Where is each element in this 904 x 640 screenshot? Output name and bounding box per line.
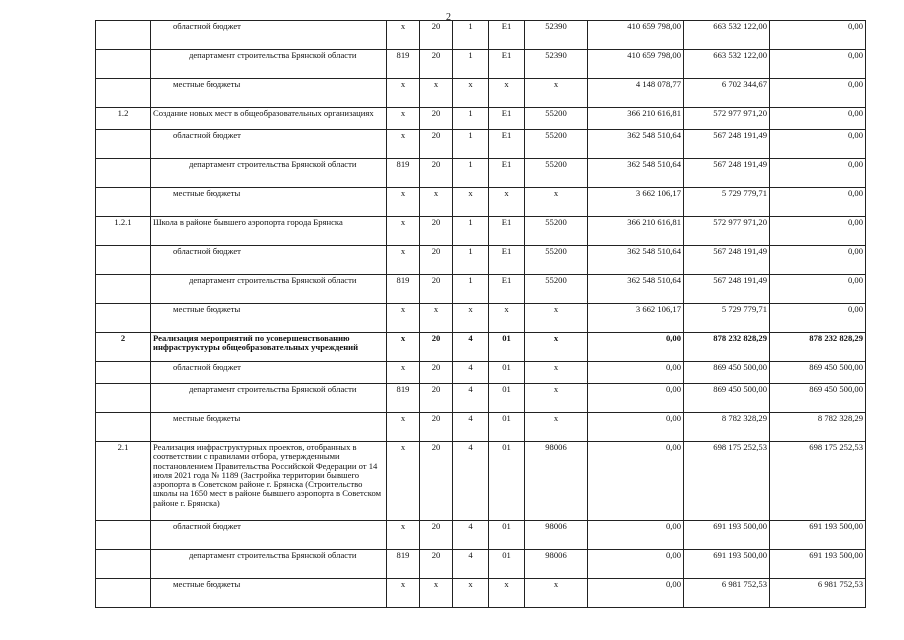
code-cell-1: х: [387, 333, 420, 362]
table-row: [96, 79, 866, 108]
code-cell-4: Е1: [489, 275, 525, 304]
code-cell-1: 819: [387, 384, 420, 413]
code-cell-4: Е1: [489, 130, 525, 159]
code-cell-5: х: [525, 362, 588, 384]
table-row: [96, 362, 866, 384]
amount-cell-3: 0,00: [770, 188, 866, 217]
amount-cell-1: 0,00: [588, 442, 684, 521]
amount-cell-3: 0,00: [770, 217, 866, 246]
amount-cell-3: 0,00: [770, 108, 866, 130]
amount-cell-3: 8 782 328,29: [770, 413, 866, 442]
code-cell-2: 20: [420, 246, 453, 275]
amount-cell-2: 691 193 500,00: [684, 550, 770, 579]
code-cell-2: х: [420, 304, 453, 333]
code-cell-2: 20: [420, 130, 453, 159]
table-body: [96, 21, 866, 608]
amount-cell-2: 567 248 191,49: [684, 246, 770, 275]
code-cell-2: х: [420, 579, 453, 608]
amount-cell-3: 0,00: [770, 21, 866, 50]
row-number-cell: [96, 521, 151, 550]
code-cell-5: 55200: [525, 159, 588, 188]
code-cell-1: х: [387, 413, 420, 442]
table-row: [96, 275, 866, 304]
amount-cell-3: 0,00: [770, 304, 866, 333]
table-row: [96, 108, 866, 130]
row-name-cell: местные бюджеты: [151, 579, 387, 608]
amount-cell-3: 0,00: [770, 159, 866, 188]
amount-cell-3: 869 450 500,00: [770, 384, 866, 413]
row-name-cell: областной бюджет: [151, 521, 387, 550]
table-row: [96, 21, 866, 50]
amount-cell-2: 572 977 971,20: [684, 217, 770, 246]
code-cell-3: 1: [453, 246, 489, 275]
amount-cell-1: 362 548 510,64: [588, 130, 684, 159]
amount-cell-2: 567 248 191,49: [684, 130, 770, 159]
row-number-cell: 2.1: [96, 442, 151, 521]
code-cell-4: Е1: [489, 21, 525, 50]
row-name-cell: Школа в районе бывшего аэропорта города Брянска: [151, 217, 387, 246]
code-cell-4: Е1: [489, 50, 525, 79]
amount-cell-1: 0,00: [588, 579, 684, 608]
row-number-cell: [96, 130, 151, 159]
code-cell-2: 20: [420, 333, 453, 362]
code-cell-5: 52390: [525, 21, 588, 50]
row-name-cell: областной бюджет: [151, 130, 387, 159]
code-cell-2: 20: [420, 550, 453, 579]
code-cell-5: 55200: [525, 275, 588, 304]
table-row: [96, 159, 866, 188]
table-row: [96, 50, 866, 79]
code-cell-1: 819: [387, 275, 420, 304]
table-row: [96, 550, 866, 579]
row-number-cell: [96, 413, 151, 442]
amount-cell-1: 3 662 106,17: [588, 188, 684, 217]
code-cell-4: Е1: [489, 108, 525, 130]
row-name-cell: департамент строительства Брянской области: [151, 159, 387, 188]
code-cell-3: 4: [453, 362, 489, 384]
code-cell-4: 01: [489, 413, 525, 442]
amount-cell-1: 0,00: [588, 333, 684, 362]
amount-cell-1: 366 210 616,81: [588, 108, 684, 130]
page-number: 2: [446, 12, 451, 23]
code-cell-5: 52390: [525, 50, 588, 79]
code-cell-1: х: [387, 246, 420, 275]
row-name-cell: местные бюджеты: [151, 304, 387, 333]
amount-cell-1: 362 548 510,64: [588, 159, 684, 188]
code-cell-3: х: [453, 579, 489, 608]
row-number-cell: [96, 579, 151, 608]
code-cell-2: 20: [420, 362, 453, 384]
code-cell-5: 55200: [525, 108, 588, 130]
amount-cell-1: 366 210 616,81: [588, 217, 684, 246]
table-row: [96, 384, 866, 413]
code-cell-1: х: [387, 521, 420, 550]
row-number-cell: 1.2: [96, 108, 151, 130]
amount-cell-2: 869 450 500,00: [684, 362, 770, 384]
code-cell-4: 01: [489, 521, 525, 550]
code-cell-1: 819: [387, 50, 420, 79]
code-cell-2: 20: [420, 50, 453, 79]
code-cell-3: 1: [453, 275, 489, 304]
row-number-cell: [96, 384, 151, 413]
code-cell-3: 4: [453, 550, 489, 579]
code-cell-5: 55200: [525, 217, 588, 246]
code-cell-4: х: [489, 304, 525, 333]
amount-cell-2: 663 532 122,00: [684, 50, 770, 79]
amount-cell-2: 5 729 779,71: [684, 304, 770, 333]
code-cell-1: х: [387, 79, 420, 108]
amount-cell-1: 410 659 798,00: [588, 50, 684, 79]
code-cell-4: 01: [489, 442, 525, 521]
code-cell-2: 20: [420, 217, 453, 246]
amount-cell-2: 869 450 500,00: [684, 384, 770, 413]
row-number-cell: 1.2.1: [96, 217, 151, 246]
table-row: [96, 188, 866, 217]
amount-cell-1: 0,00: [588, 384, 684, 413]
code-cell-2: 20: [420, 159, 453, 188]
code-cell-5: х: [525, 79, 588, 108]
amount-cell-3: 698 175 252,53: [770, 442, 866, 521]
amount-cell-2: 572 977 971,20: [684, 108, 770, 130]
code-cell-1: х: [387, 217, 420, 246]
code-cell-2: 20: [420, 521, 453, 550]
row-number-cell: [96, 21, 151, 50]
row-name-cell: Реализация мероприятий по усовершенствованию инфраструктуры общеобразовательных учреждений: [151, 333, 387, 362]
amount-cell-2: 567 248 191,49: [684, 275, 770, 304]
code-cell-1: х: [387, 362, 420, 384]
amount-cell-2: 698 175 252,53: [684, 442, 770, 521]
row-number-cell: [96, 188, 151, 217]
code-cell-3: х: [453, 188, 489, 217]
code-cell-1: х: [387, 579, 420, 608]
code-cell-4: 01: [489, 550, 525, 579]
row-number-cell: [96, 159, 151, 188]
row-number-cell: [96, 50, 151, 79]
row-number-cell: [96, 79, 151, 108]
code-cell-1: х: [387, 130, 420, 159]
budget-table: [95, 20, 866, 608]
table-row: [96, 217, 866, 246]
code-cell-1: 819: [387, 159, 420, 188]
code-cell-2: 20: [420, 275, 453, 304]
row-number-cell: [96, 304, 151, 333]
code-cell-4: 01: [489, 362, 525, 384]
code-cell-1: х: [387, 108, 420, 130]
amount-cell-2: 663 532 122,00: [684, 21, 770, 50]
amount-cell-2: 691 193 500,00: [684, 521, 770, 550]
row-name-cell: департамент строительства Брянской области: [151, 275, 387, 304]
code-cell-4: 01: [489, 333, 525, 362]
amount-cell-2: 567 248 191,49: [684, 159, 770, 188]
code-cell-3: 4: [453, 333, 489, 362]
amount-cell-3: 0,00: [770, 130, 866, 159]
code-cell-1: х: [387, 304, 420, 333]
amount-cell-2: 878 232 828,29: [684, 333, 770, 362]
amount-cell-3: 869 450 500,00: [770, 362, 866, 384]
code-cell-4: х: [489, 579, 525, 608]
code-cell-1: х: [387, 21, 420, 50]
code-cell-5: х: [525, 333, 588, 362]
code-cell-4: х: [489, 188, 525, 217]
table-row: [96, 333, 866, 362]
code-cell-5: х: [525, 188, 588, 217]
code-cell-3: 1: [453, 50, 489, 79]
row-name-cell: Реализация инфраструктурных проектов, отобранных в соответствии с правилами отбора, утвержденными постановлением Правительства Российской Федерации от 14 июля 2021 года № 1189 (Застройка территории бывшего аэропорта в Советском районе г. Брянска (Строительство школы на 1650 мест в районе бывшего аэропорта в Советском районе г. Брянска): [151, 442, 387, 521]
row-number-cell: [96, 246, 151, 275]
amount-cell-2: 8 782 328,29: [684, 413, 770, 442]
code-cell-3: х: [453, 79, 489, 108]
amount-cell-2: 6 702 344,67: [684, 79, 770, 108]
amount-cell-1: 0,00: [588, 362, 684, 384]
table-row: [96, 413, 866, 442]
code-cell-1: х: [387, 188, 420, 217]
amount-cell-1: 362 548 510,64: [588, 246, 684, 275]
amount-cell-3: 691 193 500,00: [770, 521, 866, 550]
row-name-cell: областной бюджет: [151, 246, 387, 275]
amount-cell-1: 4 148 078,77: [588, 79, 684, 108]
amount-cell-1: 0,00: [588, 521, 684, 550]
amount-cell-1: 410 659 798,00: [588, 21, 684, 50]
code-cell-5: 55200: [525, 130, 588, 159]
code-cell-3: 4: [453, 521, 489, 550]
row-name-cell: местные бюджеты: [151, 188, 387, 217]
code-cell-3: 1: [453, 21, 489, 50]
table-row: [96, 442, 866, 521]
code-cell-2: х: [420, 79, 453, 108]
code-cell-2: 20: [420, 384, 453, 413]
code-cell-5: 98006: [525, 442, 588, 521]
table-row: [96, 130, 866, 159]
amount-cell-3: 0,00: [770, 246, 866, 275]
row-name-cell: областной бюджет: [151, 21, 387, 50]
row-name-cell: департамент строительства Брянской области: [151, 384, 387, 413]
amount-cell-3: 691 193 500,00: [770, 550, 866, 579]
code-cell-5: х: [525, 413, 588, 442]
row-number-cell: [96, 550, 151, 579]
amount-cell-1: 0,00: [588, 550, 684, 579]
amount-cell-3: 6 981 752,53: [770, 579, 866, 608]
row-name-cell: департамент строительства Брянской области: [151, 50, 387, 79]
row-number-cell: 2: [96, 333, 151, 362]
row-number-cell: [96, 362, 151, 384]
code-cell-3: 4: [453, 442, 489, 521]
table-row: [96, 304, 866, 333]
amount-cell-3: 0,00: [770, 275, 866, 304]
code-cell-4: Е1: [489, 217, 525, 246]
row-name-cell: местные бюджеты: [151, 79, 387, 108]
code-cell-1: х: [387, 442, 420, 521]
amount-cell-3: 0,00: [770, 50, 866, 79]
amount-cell-1: 0,00: [588, 413, 684, 442]
row-name-cell: местные бюджеты: [151, 413, 387, 442]
code-cell-5: 98006: [525, 550, 588, 579]
code-cell-2: 20: [420, 413, 453, 442]
amount-cell-1: 362 548 510,64: [588, 275, 684, 304]
code-cell-4: Е1: [489, 159, 525, 188]
code-cell-4: х: [489, 79, 525, 108]
row-name-cell: Создание новых мест в общеобразовательных организациях: [151, 108, 387, 130]
table-row: [96, 246, 866, 275]
amount-cell-3: 0,00: [770, 79, 866, 108]
code-cell-3: 1: [453, 130, 489, 159]
table-row: [96, 579, 866, 608]
row-number-cell: [96, 275, 151, 304]
code-cell-3: 4: [453, 413, 489, 442]
amount-cell-1: 3 662 106,17: [588, 304, 684, 333]
code-cell-3: 1: [453, 217, 489, 246]
amount-cell-2: 6 981 752,53: [684, 579, 770, 608]
code-cell-4: Е1: [489, 246, 525, 275]
code-cell-3: х: [453, 304, 489, 333]
code-cell-3: 1: [453, 108, 489, 130]
code-cell-5: х: [525, 384, 588, 413]
table-row: [96, 521, 866, 550]
amount-cell-3: 878 232 828,29: [770, 333, 866, 362]
row-name-cell: областной бюджет: [151, 362, 387, 384]
code-cell-5: 98006: [525, 521, 588, 550]
code-cell-2: 20: [420, 442, 453, 521]
code-cell-1: 819: [387, 550, 420, 579]
code-cell-2: 20: [420, 108, 453, 130]
code-cell-2: х: [420, 188, 453, 217]
amount-cell-2: 5 729 779,71: [684, 188, 770, 217]
code-cell-4: 01: [489, 384, 525, 413]
row-name-cell: департамент строительства Брянской области: [151, 550, 387, 579]
code-cell-5: х: [525, 579, 588, 608]
code-cell-5: 55200: [525, 246, 588, 275]
code-cell-2: 20: [420, 21, 453, 50]
code-cell-5: х: [525, 304, 588, 333]
code-cell-3: 1: [453, 159, 489, 188]
code-cell-3: 4: [453, 384, 489, 413]
